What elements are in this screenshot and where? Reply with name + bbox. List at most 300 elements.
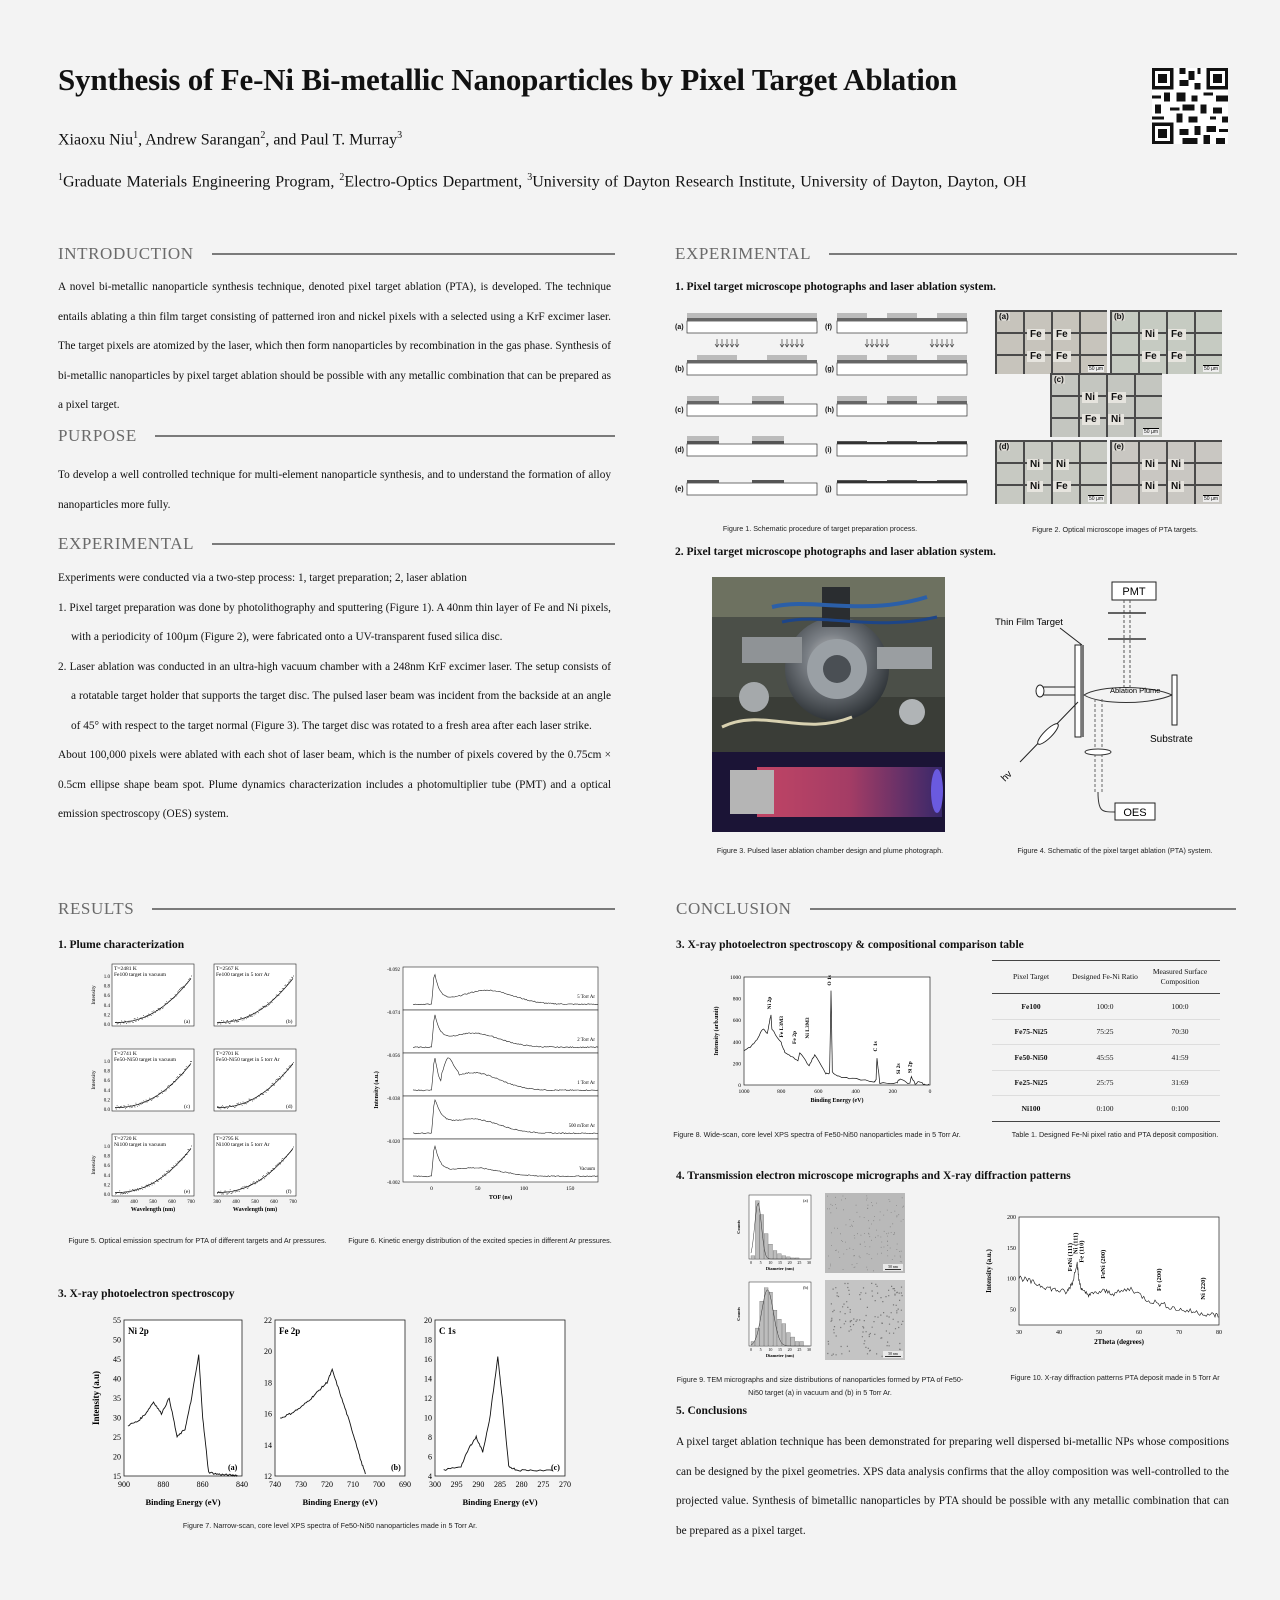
qr-code-icon[interactable]	[1152, 68, 1228, 144]
table-cell: 41:59	[1140, 1045, 1220, 1071]
figure-9-tem	[735, 1190, 910, 1365]
temperature-label: T=2795 K	[216, 1136, 239, 1142]
pixel-label: Fe	[1027, 351, 1045, 362]
histogram-bar	[769, 1244, 773, 1259]
figure-1-step-label: (f)	[825, 324, 832, 331]
y-tick-label: 20	[264, 1347, 272, 1357]
pixel-label: Ni	[1142, 481, 1158, 492]
film-layer	[687, 318, 817, 321]
pixel-label: Ni	[1142, 459, 1158, 470]
pixel-label: Fe	[1053, 351, 1071, 362]
table-header: Pixel Target	[992, 961, 1070, 994]
x-axis-label: Wavelength (nm)	[232, 1207, 278, 1213]
figure-10-xrd	[985, 1213, 1225, 1358]
x-tick-label: 300	[213, 1200, 221, 1205]
pixel-label: Ni	[1168, 459, 1184, 470]
x-tick-label: 900	[118, 1480, 130, 1489]
figure-4-pta-schematic	[990, 577, 1230, 832]
x-axis-label: Wavelength (nm)	[130, 1207, 176, 1213]
experimental-subheading-2: 2. Pixel target microscope photographs and laser ablation system.	[675, 546, 996, 558]
y-tick-label: 0.8	[103, 1069, 110, 1075]
histogram-bar	[760, 1301, 764, 1346]
pixel	[837, 401, 867, 404]
y-tick-label: 400	[732, 1039, 741, 1046]
histogram-bar	[773, 1251, 777, 1259]
pixel-label: Fe	[1027, 329, 1045, 340]
composition-table	[992, 960, 1220, 1122]
uv-arrow	[715, 339, 719, 347]
histogram-bar	[782, 1324, 786, 1346]
x-tick-label: 600	[270, 1200, 278, 1205]
conclusion-subheading-3: 3. X-ray photoelectron spectroscopy & compositional comparison table	[676, 939, 1024, 951]
figure-1-step-label: (a)	[675, 324, 684, 331]
x-tick-label: 60	[1136, 1330, 1142, 1336]
table-cell: 75:25	[1070, 1019, 1140, 1045]
x-tick-label: 700	[187, 1200, 195, 1205]
histogram-bar	[751, 1256, 755, 1259]
x-tick-label: 880	[157, 1480, 170, 1489]
x-tick-label: 690	[399, 1480, 411, 1489]
histogram-bar	[795, 1342, 799, 1346]
series-label: 500 mTorr Ar	[568, 1124, 595, 1129]
pixel	[687, 480, 719, 483]
pixel-label: Fe	[1168, 329, 1186, 340]
pixel-label: Ni	[1108, 414, 1124, 425]
xps-panel-title: Fe 2p	[279, 1326, 301, 1336]
pixel-label: Fe	[1168, 351, 1186, 362]
x-tick-label: 800	[777, 1089, 786, 1095]
table-cell: 25:75	[1070, 1070, 1140, 1096]
substrate-label: Substrate	[1150, 734, 1193, 745]
temperature-label: T=2567 K	[216, 966, 239, 972]
series-label: 2 Torr Ar	[577, 1038, 595, 1043]
y-axis-label: Intensity (arb.unit)	[714, 1006, 720, 1056]
y-tick-label: 1000	[730, 975, 741, 981]
table-cell: Fe75-Ni25	[992, 1019, 1070, 1045]
x-tick-label: 600	[814, 1089, 823, 1095]
x-tick-label: 860	[196, 1480, 209, 1489]
y-tick-label: -0.002	[387, 1181, 400, 1186]
x-tick-label: 0	[928, 1089, 932, 1095]
y-tick-label: 40	[113, 1374, 121, 1384]
temperature-label: T=2741 K	[114, 1051, 137, 1057]
y-tick-label: 0.0	[103, 1108, 110, 1113]
y-axis-label: Intensity (a.u.)	[374, 1071, 380, 1109]
panel-label: (c)	[1054, 375, 1064, 384]
panel-label: (b)	[391, 1463, 401, 1472]
x-tick-label: 400	[232, 1200, 240, 1205]
results-subheading-1: 1. Plume characterization	[58, 939, 185, 951]
xps-panel-title: C 1s	[439, 1326, 456, 1336]
table-header: Measured Surface Composition	[1140, 961, 1220, 994]
substrate-layer	[837, 363, 967, 375]
y-axis-label: Counts	[736, 1220, 741, 1234]
pixel-label: Fe	[1082, 414, 1100, 425]
histogram-bar	[786, 1333, 790, 1346]
scale-bar: 50 µm	[1204, 366, 1218, 372]
y-tick-label: 18	[264, 1378, 272, 1388]
uv-arrow	[780, 339, 784, 347]
scale-bar-label: 50 nm	[888, 1265, 898, 1269]
figure-6-tof-distribution	[375, 965, 605, 1227]
y-tick-label: 4	[428, 1472, 432, 1481]
hv-label: hv	[999, 768, 1015, 785]
uv-arrow	[790, 339, 794, 347]
x-axis-label: Diameter (nm)	[765, 1266, 795, 1271]
y-tick-label: 45	[113, 1355, 121, 1364]
uv-arrow	[735, 339, 739, 347]
y-tick-label: 100	[1007, 1276, 1016, 1283]
y-tick-label: 22	[264, 1316, 272, 1325]
table-cell: 70:30	[1140, 1019, 1220, 1045]
panel-label: (c)	[551, 1463, 560, 1472]
y-tick-label: 25	[113, 1433, 121, 1442]
pixel	[752, 441, 784, 444]
panel-label: (a)	[999, 312, 1009, 321]
results-heading: RESULTS	[58, 899, 615, 919]
pixel	[937, 401, 967, 404]
resist-pixel	[752, 436, 784, 441]
resist-pixel	[752, 396, 784, 401]
y-tick-label: 1.0	[103, 975, 110, 980]
oes-label: OES	[1123, 807, 1147, 819]
peak-annotation: Fe L3M3	[779, 1015, 786, 1038]
substrate-layer	[837, 321, 967, 333]
tem-micrograph	[825, 1280, 905, 1360]
resist-pixel	[887, 355, 917, 360]
series-panel	[403, 1053, 598, 1096]
y-tick-label: -0.020	[387, 1140, 400, 1145]
pixel-label: Fe	[1053, 329, 1071, 340]
y-tick-label: 6	[428, 1452, 432, 1462]
introduction-heading: INTRODUCTION	[58, 244, 615, 264]
substrate-layer	[687, 363, 817, 375]
x-tick-label: 300	[111, 1200, 119, 1205]
table-cell: 100:0	[1070, 994, 1140, 1020]
histogram-bar	[800, 1342, 804, 1346]
x-tick-label: 840	[236, 1480, 248, 1489]
series-label: Vacuum	[579, 1167, 595, 1172]
x-tick-label: 30	[1016, 1330, 1022, 1336]
target-label: Fe50-Ni50 target in 5 torr Ar	[216, 1057, 280, 1063]
table-1-caption: Table 1. Designed Fe-Ni pixel ratio and PTA deposit composition.	[1011, 1130, 1219, 1139]
panel-label: (d)	[286, 1104, 293, 1110]
x-tick-label: 280	[515, 1480, 528, 1489]
figure-5-emission-spectra	[82, 960, 302, 1230]
x-tick-label: 20	[787, 1347, 792, 1352]
x-tick-label: 0	[750, 1347, 752, 1352]
table-cell: Fe50-Ni50	[992, 1045, 1070, 1071]
uv-arrow	[720, 339, 724, 347]
figure-6-caption: Figure 6. Kinetic energy distribution of the excited species in different Ar pressures.	[348, 1236, 612, 1245]
pixel-label: Ni	[1027, 481, 1043, 492]
film-layer	[687, 360, 817, 363]
uv-arrow	[885, 339, 889, 347]
y-tick-label: 8	[428, 1433, 432, 1442]
experimental-item-2: 2. Laser ablation was conducted in an ultra-high vacuum chamber with a 248nm KrF excimer laser. The setup consists of a rotatable target holder that supports the target disc. The pulsed laser beam was incident from the backside at an angle of 45° with respect to the target normal (Figure 3). The target disc was rotated to a fresh area after each laser strike.	[58, 660, 611, 732]
table-header: Designed Fe-Ni Ratio	[1070, 961, 1140, 994]
temperature-label: T=2720 K	[114, 1136, 137, 1142]
panel-label: (a)	[184, 1019, 191, 1025]
uv-arrow	[880, 339, 884, 347]
substrate-layer	[687, 404, 817, 416]
resist-pixel	[687, 396, 719, 401]
uv-arrow	[930, 339, 934, 347]
y-tick-label: 12	[424, 1394, 432, 1403]
y-axis-label: Intensity	[91, 985, 97, 1005]
affiliations: $^1$Graduate Materials Engineering Program, $^2$Electro-Optics Department, $^3$University of Dayton Research Institute, University of Dayton, Dayton, OH	[58, 172, 1027, 191]
y-tick-label: 0.6	[103, 994, 110, 1000]
target-label: Fe50-Ni50 target in vacuum	[114, 1057, 177, 1063]
resist-pixel	[887, 313, 917, 318]
experimental-outro: About 100,000 pixels were ablated with each shot of laser beam, which is the number of pixels covered by the 0.75cm × 0.5cm ellipse shape beam spot. Plume dynamics characterization includes a photomultiplier tube (PMT) and a optical emission spectroscopy (OES) system.	[58, 749, 611, 820]
figure-1-step-label: (j)	[825, 486, 832, 493]
pixel	[887, 401, 917, 404]
substrate-layer	[687, 444, 817, 456]
table-cell: Fe25-Ni25	[992, 1070, 1070, 1096]
peak-annotation: Si 2s	[896, 1063, 903, 1075]
purpose-text: To develop a well controlled technique for multi-element nanoparticle synthesis, and to understand the formation of alloy nanoparticles more fully.	[58, 469, 611, 511]
xrd-peak-annotation: FeNi (111)	[1067, 1242, 1075, 1272]
y-tick-label: 16	[424, 1355, 432, 1364]
second-film	[837, 481, 967, 483]
x-tick-label: 10	[768, 1260, 773, 1265]
x-tick-label: 400	[130, 1200, 138, 1205]
resist-pixel	[837, 355, 867, 360]
experimental-subheading-1: 1. Pixel target microscope photographs and laser ablation system.	[675, 281, 996, 293]
substrate-layer	[687, 321, 817, 333]
x-tick-label: 25	[797, 1347, 802, 1352]
target-label: Fe100 target in 5 torr Ar	[216, 972, 270, 978]
resist-layer	[687, 313, 817, 318]
resist-pixel	[687, 436, 719, 441]
pmt-label: PMT	[1122, 586, 1146, 598]
figure-1-step-label: (c)	[675, 407, 684, 414]
table-cell: 0:100	[1070, 1096, 1140, 1122]
table-row	[992, 1045, 1220, 1071]
x-tick-label: 300	[429, 1480, 441, 1489]
figure-10-caption: Figure 10. X-ray diffraction patterns PTA deposit made in 5 Torr Ar	[1010, 1373, 1220, 1382]
histogram-bar	[755, 1201, 759, 1259]
y-tick-label: 0.2	[103, 1098, 110, 1104]
resist-pixel	[837, 313, 867, 318]
y-axis-label: Intensity (a.u.)	[985, 1249, 993, 1293]
x-axis-label: Binding Energy (eV)	[810, 1098, 864, 1104]
figure-2-microscope-images	[990, 305, 1238, 510]
figure-9-caption: Figure 9. TEM micrographs and size distributions of nanoparticles formed by PTA of Fe50- Ni50 target (a) in vacuum and (b) in 5 Torr Ar.	[676, 1375, 964, 1397]
x-tick-label: 700	[289, 1200, 297, 1205]
uv-arrow	[785, 339, 789, 347]
series-panel	[403, 967, 598, 1010]
y-tick-label: 0.2	[103, 1183, 110, 1189]
x-axis-label: Binding Energy (eV)	[462, 1497, 538, 1507]
x-axis-label: Binding Energy (eV)	[302, 1497, 378, 1507]
peak-annotation: O 1s	[827, 975, 834, 986]
table-cell: 100:0	[1140, 994, 1220, 1020]
xps-panel-frame	[435, 1320, 565, 1476]
y-tick-label: 150	[1007, 1245, 1016, 1252]
substrate-layer	[687, 483, 817, 495]
microscope-panel	[1050, 373, 1162, 437]
pixel-label: Fe	[1108, 392, 1126, 403]
peak-annotation: Ni 2p	[766, 996, 773, 1010]
poster-title: Synthesis of Fe-Ni Bi-metallic Nanoparticles by Pixel Target Ablation	[58, 62, 957, 97]
author-name: Andrew Sarangan	[145, 131, 261, 149]
histogram-bar	[791, 1337, 795, 1346]
histogram-bar	[778, 1254, 782, 1259]
substrate-layer	[837, 404, 967, 416]
x-tick-label: 270	[559, 1480, 571, 1489]
y-axis-label: Intensity	[91, 1155, 97, 1175]
histogram-bar	[786, 1257, 790, 1259]
series-label: 5 Torr Ar	[577, 995, 595, 1000]
resist-pixel	[937, 355, 967, 360]
y-tick-label: 35	[113, 1394, 121, 1403]
x-tick-label: 285	[494, 1480, 506, 1489]
scale-bar: 50 µm	[1089, 496, 1103, 502]
y-tick-label: 30	[113, 1413, 121, 1423]
x-tick-label: 80	[1216, 1330, 1222, 1336]
y-tick-label: 600	[732, 1018, 741, 1025]
conclusion-text: A pixel target ablation technique has been demonstrated for preparing well dispersed bi-metallic NPs whose compositions can be designed by the pixel geometries. XPS data analysis confirms that the alloy composition was well-controlled to the projected value. Synthesis of bimetallic nanoparticles by PTA should be possible with any metallic combination that can be prepared as a pixel target.	[676, 1436, 1229, 1537]
y-tick-label: 1.0	[103, 1060, 110, 1065]
x-tick-label: 20	[787, 1260, 792, 1265]
figure-4-caption: Figure 4. Schematic of the pixel target ablation (PTA) system.	[1017, 846, 1213, 855]
x-tick-label: 720	[321, 1480, 333, 1489]
xrd-peak-annotation: FeNi (200)	[1100, 1249, 1107, 1279]
uv-arrow	[730, 339, 734, 347]
figure-1-step-label: (e)	[675, 486, 684, 493]
y-tick-label: 0.4	[103, 1173, 110, 1179]
y-tick-label: 0.4	[103, 1003, 110, 1009]
x-tick-label: 500	[149, 1200, 157, 1205]
substrate-layer	[837, 444, 967, 456]
pixel	[687, 441, 719, 444]
conclusion-heading: CONCLUSION	[676, 899, 1236, 919]
uv-arrow	[795, 339, 799, 347]
x-tick-label: 30	[807, 1347, 811, 1352]
pixel-label: Ni	[1168, 481, 1184, 492]
series-panel	[403, 1096, 598, 1139]
second-film	[837, 442, 967, 444]
y-axis-label: Counts	[736, 1307, 741, 1321]
y-tick-label: 20	[424, 1316, 432, 1325]
figure-1-step-label: (d)	[675, 447, 684, 454]
resist-pixel	[837, 396, 867, 401]
x-tick-label: 295	[450, 1480, 463, 1489]
xrd-peak-annotation: Fe (200)	[1156, 1268, 1163, 1292]
scale-bar: 50 µm	[1144, 429, 1158, 435]
x-tick-label: 100	[519, 1186, 529, 1192]
x-tick-label: 275	[537, 1480, 550, 1489]
pixel-label: Fe	[1142, 351, 1160, 362]
resist-pixel	[697, 355, 737, 360]
panel-label: (a)	[803, 1198, 808, 1203]
y-tick-label: 16	[264, 1409, 272, 1419]
panel-label: (d)	[999, 442, 1010, 451]
series-panel	[403, 1010, 598, 1053]
pixel-label: Ni	[1027, 459, 1043, 470]
uv-arrow	[875, 339, 879, 347]
peak-annotation: C 1s	[872, 1041, 879, 1052]
ablation-plume-label: Ablation Plume	[1110, 686, 1161, 695]
y-tick-label: 0.6	[103, 1164, 110, 1170]
x-tick-label: 200	[888, 1089, 897, 1095]
microscope-panel	[995, 310, 1107, 374]
x-tick-label: 25	[797, 1260, 802, 1265]
figure-1-schematic	[675, 305, 975, 510]
figure-1-step-label: (h)	[825, 407, 834, 414]
film-layer	[837, 360, 967, 363]
pixel-label: Ni	[1082, 392, 1098, 403]
table-cell: 0:100	[1140, 1096, 1220, 1122]
y-tick-label: 0.4	[103, 1088, 110, 1094]
table-cell: 31:69	[1140, 1070, 1220, 1096]
results-subheading-3: 3. X-ray photoelectron spectroscopy	[58, 1288, 235, 1300]
figure-1-step-label: (g)	[825, 366, 834, 373]
experimental-heading-right: EXPERIMENTAL	[675, 244, 1237, 264]
y-tick-label: 0.8	[103, 1154, 110, 1160]
experimental-text	[58, 564, 611, 830]
introduction-text: A novel bi-metallic nanoparticle synthesis technique, denoted pixel target ablation (PTA), is developed. The technique entails ablating a thin film target consisting of patterned iron and nickel pixels with a selected using a KrF excimer laser. The target pixels are atomized by the laser, which then form nanoparticles by recombination in the gas phase. Synthesis of bi-metallic nanoparticles by pixel target ablation should be possible with any metallic combination that can be prepared as a pixel target.	[58, 281, 611, 411]
y-tick-label: 1.0	[103, 1145, 110, 1150]
y-tick-label: 0.0	[103, 1023, 110, 1028]
y-tick-label: 10	[424, 1413, 432, 1423]
panel-label: (e)	[1114, 442, 1124, 451]
y-tick-label: 0.0	[103, 1193, 110, 1198]
x-tick-label: 600	[168, 1200, 176, 1205]
panel-label: (a)	[228, 1463, 238, 1472]
x-tick-label: 50	[1096, 1330, 1102, 1336]
figure-3-photos	[712, 577, 945, 832]
x-tick-label: 730	[295, 1480, 307, 1489]
microscope-panel	[1110, 310, 1222, 374]
table-cell: 45:55	[1070, 1045, 1140, 1071]
uv-arrow	[935, 339, 939, 347]
resist-pixel	[767, 355, 807, 360]
x-tick-label: 500	[251, 1200, 259, 1205]
temperature-label: T=2701 K	[216, 1051, 239, 1057]
y-tick-label: -0.074	[387, 1011, 400, 1016]
table-row	[992, 994, 1220, 1020]
uv-arrow	[865, 339, 869, 347]
series-panel	[403, 1139, 598, 1182]
scale-bar: 50 µm	[1089, 366, 1103, 372]
histogram-bar	[782, 1256, 786, 1259]
x-tick-label: 70	[1176, 1330, 1182, 1336]
y-axis-label: Intensity (a.u)	[91, 1370, 101, 1426]
series-label: 1 Torr Ar	[577, 1081, 595, 1086]
scale-bar: 50 µm	[1204, 496, 1218, 502]
x-axis-label: Binding Energy (eV)	[145, 1497, 221, 1507]
peak-annotation: Ni L3M3	[805, 1017, 812, 1039]
xps-panel-frame	[275, 1320, 405, 1476]
histogram-bar	[764, 1234, 768, 1259]
temperature-label: T=2481 K	[114, 966, 137, 972]
xrd-peak-annotation: Ni (220)	[1200, 1277, 1207, 1300]
y-tick-label: 0.2	[103, 1013, 110, 1019]
figure-1-step-label: (b)	[675, 366, 684, 373]
microscope-panel	[995, 440, 1107, 504]
y-tick-label: 800	[732, 996, 741, 1003]
uv-arrow	[725, 339, 729, 347]
x-tick-label: 50	[475, 1186, 481, 1192]
figure-8-caption: Figure 8. Wide-scan, core level XPS spectra of Fe50-Ni50 nanoparticles made in 5 Torr Ar.	[673, 1130, 961, 1139]
figure-1-caption: Figure 1. Schematic procedure of target preparation process.	[722, 524, 918, 533]
x-tick-label: 1000	[738, 1089, 750, 1095]
y-tick-label: 200	[1007, 1215, 1016, 1221]
substrate-layer	[837, 483, 967, 495]
